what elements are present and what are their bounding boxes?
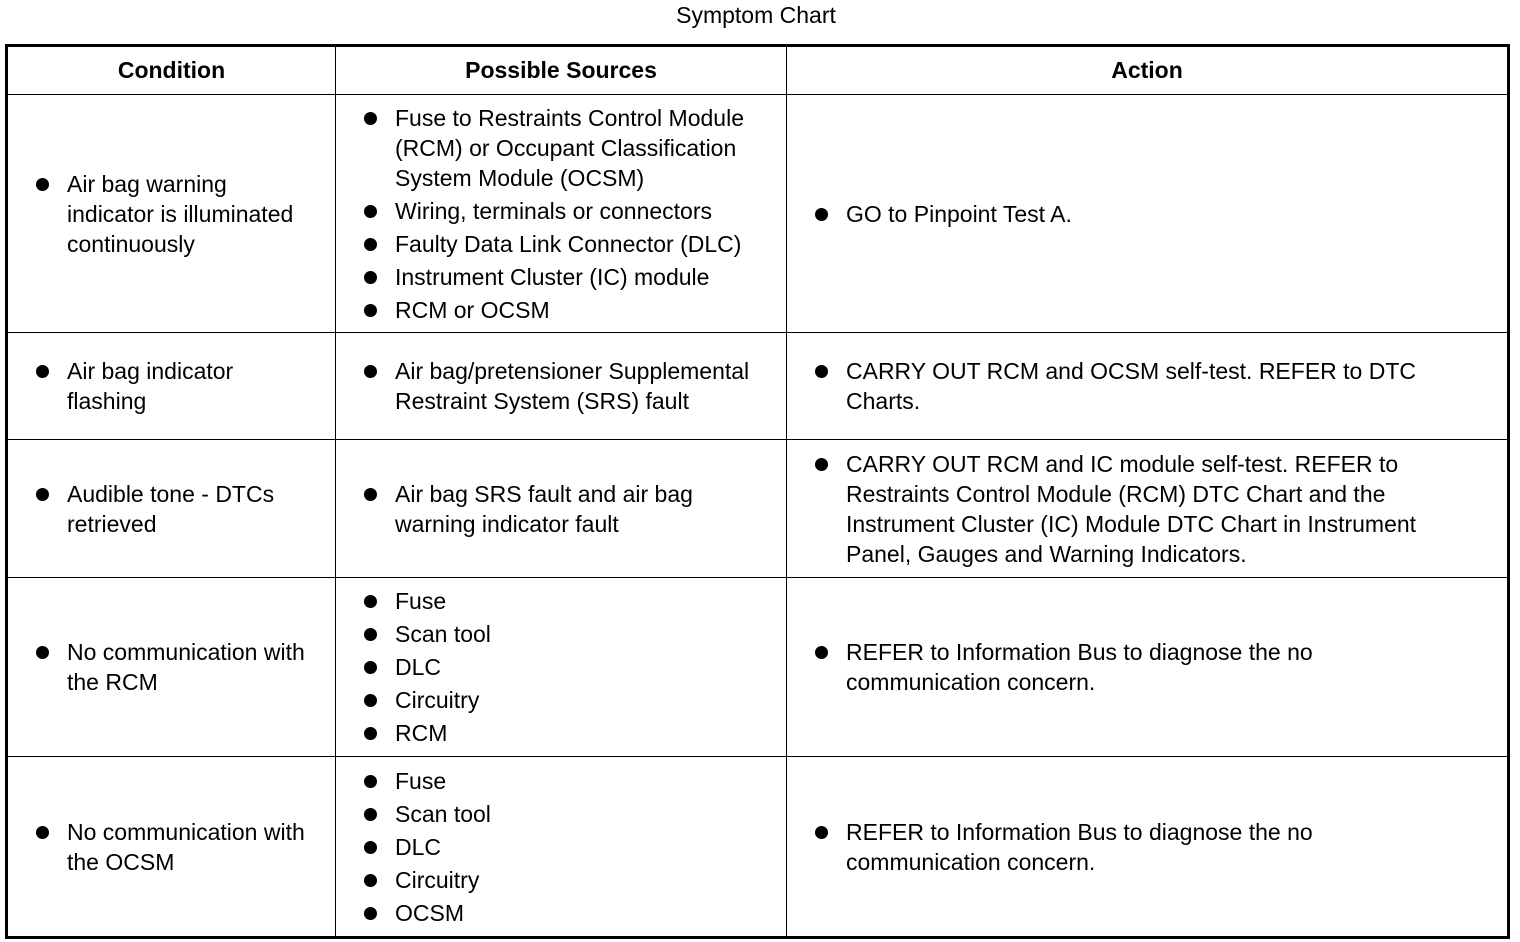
sources-cell <box>336 578 787 757</box>
symptom-table <box>5 44 1510 939</box>
action-cell <box>787 333 1509 440</box>
source-item: Scan tool <box>361 619 774 649</box>
source-item: Circuitry <box>361 685 774 715</box>
header-action: Action <box>787 46 1509 95</box>
action-text: GO to Pinpoint Test A. <box>812 199 1495 229</box>
condition-text: Audible tone - DTCs retrieved <box>33 479 305 539</box>
source-item: Instrument Cluster (IC) module <box>361 262 774 292</box>
page-title: Symptom Chart <box>676 2 836 28</box>
table-row <box>7 440 1509 578</box>
sources-cell <box>336 333 787 440</box>
condition-cell <box>7 757 336 938</box>
table-header-row <box>7 46 1509 95</box>
action-cell <box>787 440 1509 578</box>
header-condition: Condition <box>7 46 336 95</box>
source-item: Faulty Data Link Connector (DLC) <box>361 229 774 259</box>
source-item: Air bag SRS fault and air bag warning indicator fault <box>361 479 746 539</box>
source-item: DLC <box>361 832 774 862</box>
condition-text: No communication with the OCSM <box>33 817 323 877</box>
source-item: Circuitry <box>361 865 774 895</box>
sources-cell <box>336 440 787 578</box>
source-item: RCM <box>361 718 774 748</box>
condition-cell <box>7 95 336 333</box>
condition-text: Air bag warning indicator is illuminated continuously <box>33 169 315 259</box>
condition-text: No communication with the RCM <box>33 637 323 697</box>
action-text: CARRY OUT RCM and OCSM self-test. REFER to DTC Charts. <box>812 356 1477 416</box>
action-cell <box>787 757 1509 938</box>
condition-cell <box>7 578 336 757</box>
action-text: REFER to Information Bus to diagnose the no communication concern. <box>812 817 1367 877</box>
action-cell <box>787 578 1509 757</box>
source-item: Fuse <box>361 586 774 616</box>
condition-cell <box>7 333 336 440</box>
table-row <box>7 333 1509 440</box>
action-cell <box>787 95 1509 333</box>
source-item: Fuse to Restraints Control Module (RCM) or Occupant Classification System Module (OCSM) <box>361 103 774 193</box>
source-item: Wiring, terminals or connectors <box>361 196 774 226</box>
source-item: Fuse <box>361 766 774 796</box>
header-possible-sources: Possible Sources <box>336 46 787 95</box>
condition-cell <box>7 440 336 578</box>
action-text: REFER to Information Bus to diagnose the no communication concern. <box>812 637 1367 697</box>
condition-text: Air bag indicator flashing <box>33 356 275 416</box>
source-item: OCSM <box>361 898 774 928</box>
sources-cell <box>336 757 787 938</box>
sources-cell <box>336 95 787 333</box>
table-row <box>7 578 1509 757</box>
source-item: Air bag/pretensioner Supplemental Restraint System (SRS) fault <box>361 356 756 416</box>
source-item: DLC <box>361 652 774 682</box>
table-row <box>7 757 1509 938</box>
source-item: Scan tool <box>361 799 774 829</box>
action-text: CARRY OUT RCM and IC module self-test. REFER to Restraints Control Module (RCM) DTC Chart and the Instrument Cluster (IC) Module DTC Chart in Instrument Panel, Gauges and Warning Indicators. <box>812 449 1487 569</box>
table-row <box>7 95 1509 333</box>
source-item: RCM or OCSM <box>361 295 774 325</box>
